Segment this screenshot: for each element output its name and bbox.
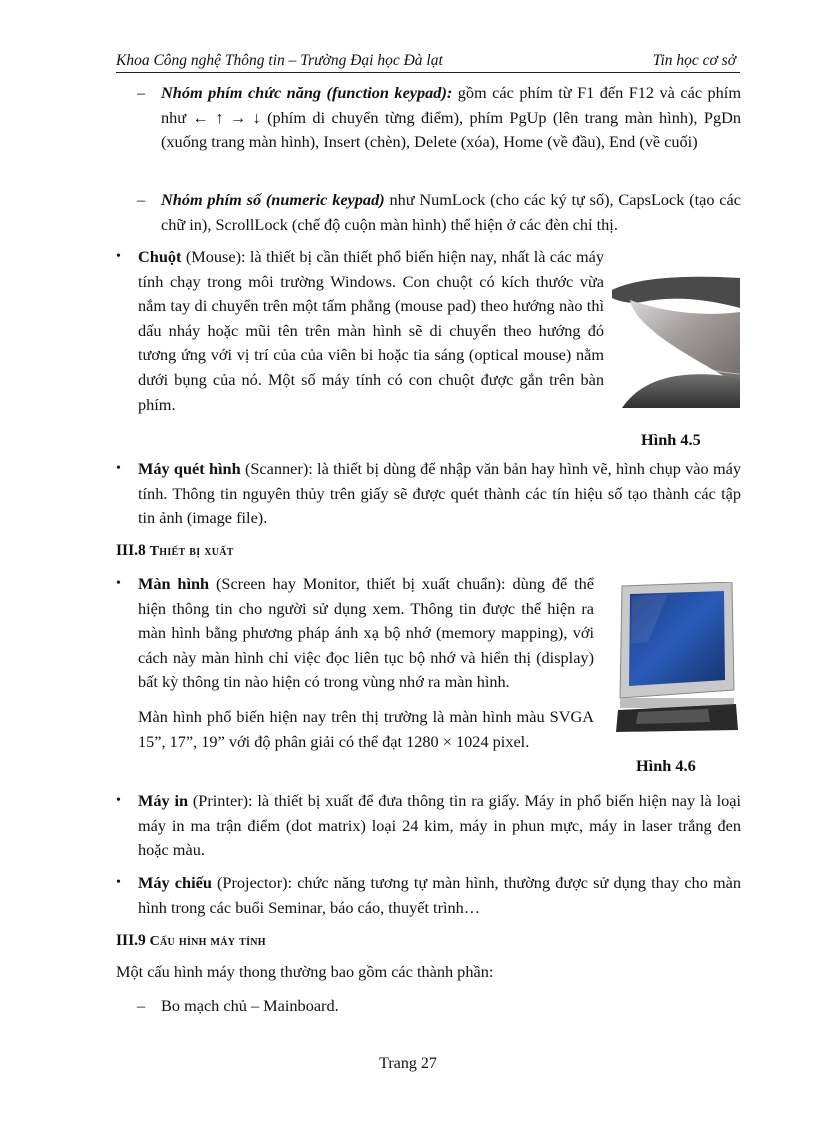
list-item-mainboard	[137, 994, 741, 1019]
paragraph	[138, 245, 604, 417]
dash-marker: –	[137, 996, 146, 1015]
section-number: III.8	[116, 542, 146, 559]
body-text: (Scanner): là thiết bị dùng để nhập văn bản hay hình vẽ, hình chụp vào máy tính. Thông tin nguyên thủy trên giấy sẽ được quét thành các tín hiệu số tạo thành các tập tin ảnh (image file).	[138, 459, 741, 528]
section-number: III.9	[116, 932, 146, 949]
body-text: (Projector): chức năng tương tự màn hình, thường được sử dụng thay cho màn hình trong các buổi Seminar, báo cáo, thuyết trình…	[138, 873, 741, 917]
monitor-photo-icon	[608, 582, 740, 732]
body-text: Màn hình phổ biến hiện nay trên thị trường là màn hình màu SVGA 15”, 17”, 19” với độ phân giải có thể đạt 1280 × 1024 pixel.	[138, 706, 594, 751]
bullet-marker: •	[116, 576, 121, 591]
list-item-numeric-keypad	[137, 188, 741, 237]
term: Chuột	[138, 247, 182, 266]
list-item-function-keypad	[137, 81, 741, 155]
paragraph	[138, 871, 741, 920]
figure-caption-4-5: Hình 4.5	[641, 430, 701, 449]
body-text: (Screen hay Monitor, thiết bị xuất chuẩn): dùng để thể hiện thông tin cho người sử dụng xem. Thông tin được thể hiện ra màn hình bằng phương pháp ánh xạ bộ nhớ (memory mapping), với cách này màn hình chỉ việc đọc liên tục bộ nhớ và hiển thị (display) bất kỳ thông tin nào hiện có trong vùng nhớ ra màn hình.	[138, 574, 594, 692]
list-item-mouse	[116, 245, 604, 417]
dash-marker: –	[137, 83, 146, 102]
dash-marker: –	[137, 190, 146, 209]
term: Nhóm phím chức năng (function keypad):	[161, 83, 453, 102]
body-text: (Printer): là thiết bị xuất để đưa thông tin ra giấy. Máy in phổ biến hiện nay là loại máy in ma trận điểm (dot matrix) loại 24 kim, máy in phun mực, máy in laser trắng đen hoặc màu.	[138, 791, 741, 860]
bullet-marker: •	[116, 249, 121, 264]
paragraph	[138, 572, 594, 695]
figure-caption-4-6: Hình 4.6	[636, 756, 696, 775]
term: Màn hình	[138, 574, 210, 593]
section-heading-iii-8	[116, 539, 234, 565]
section-heading-iii-9	[116, 929, 266, 955]
header-left: Khoa Công nghệ Thông tin – Trường Đại học Đà lạt	[116, 52, 443, 69]
list-item-scanner	[116, 457, 741, 531]
page-number: Trang 27	[379, 1055, 437, 1072]
mouse-photo-icon	[612, 268, 740, 408]
term: Máy quét hình	[138, 459, 241, 478]
paragraph	[161, 81, 741, 155]
header-right: Tin học cơ sở	[652, 52, 736, 69]
body-text: (Mouse): là thiết bị cần thiết phổ biến hiện nay, nhất là các máy tính chạy trong môi trường Windows. Con chuột có kích thước vừa nắm tay di chuyển trên một tấm phẳng (mouse pad) theo hướng nào thì dấu nháy hoặc mũi tên trên màn hình sẽ di chuyển theo hướng đó tương ứng với vị trí của của viên bi hoặc tia sáng (optical mouse) nằm dưới bụng của nó. Một số máy tính có con chuột được gắn trên bàn phím.	[138, 247, 604, 414]
paragraph	[161, 188, 741, 237]
page-header	[116, 48, 740, 73]
term: Máy in	[138, 791, 189, 810]
section-title: Thiết bị xuất	[149, 544, 234, 559]
config-intro: Một cấu hình máy thong thường bao gồm các thành phần:	[116, 962, 494, 981]
bullet-marker: •	[116, 461, 121, 476]
bullet-marker: •	[116, 793, 121, 808]
list-item-monitor	[116, 572, 594, 754]
paragraph	[138, 789, 741, 863]
bullet-marker: •	[116, 875, 121, 890]
paragraph	[138, 457, 741, 531]
monitor-image	[608, 582, 740, 732]
body-text: như NumLock (cho các ký tự số), CapsLock (tạo các chữ in), ScrollLock (chế độ cuộn màn hình) thể hiện ở các đèn chỉ thị.	[161, 190, 741, 234]
body-text: gồm các phím từ F1 đến F12 và các phím như ← ↑ → ↓ (phím di chuyển từng điểm), phím PgUp (lên trang màn hình), PgDn (xuống trang màn hình), Insert (chèn), Delete (xóa), Home (về đầu), End (về cuối)	[161, 83, 741, 152]
mouse-image	[612, 268, 740, 408]
section-title: Cấu hình máy tính	[149, 934, 266, 949]
list-item-projector	[116, 871, 741, 920]
term: Nhóm phím số (numeric keypad)	[161, 190, 385, 209]
term: Máy chiếu	[138, 873, 212, 892]
list-item-printer	[116, 789, 741, 863]
list-item-text: Bo mạch chủ – Mainboard.	[161, 996, 339, 1015]
paragraph-continued	[138, 705, 594, 754]
